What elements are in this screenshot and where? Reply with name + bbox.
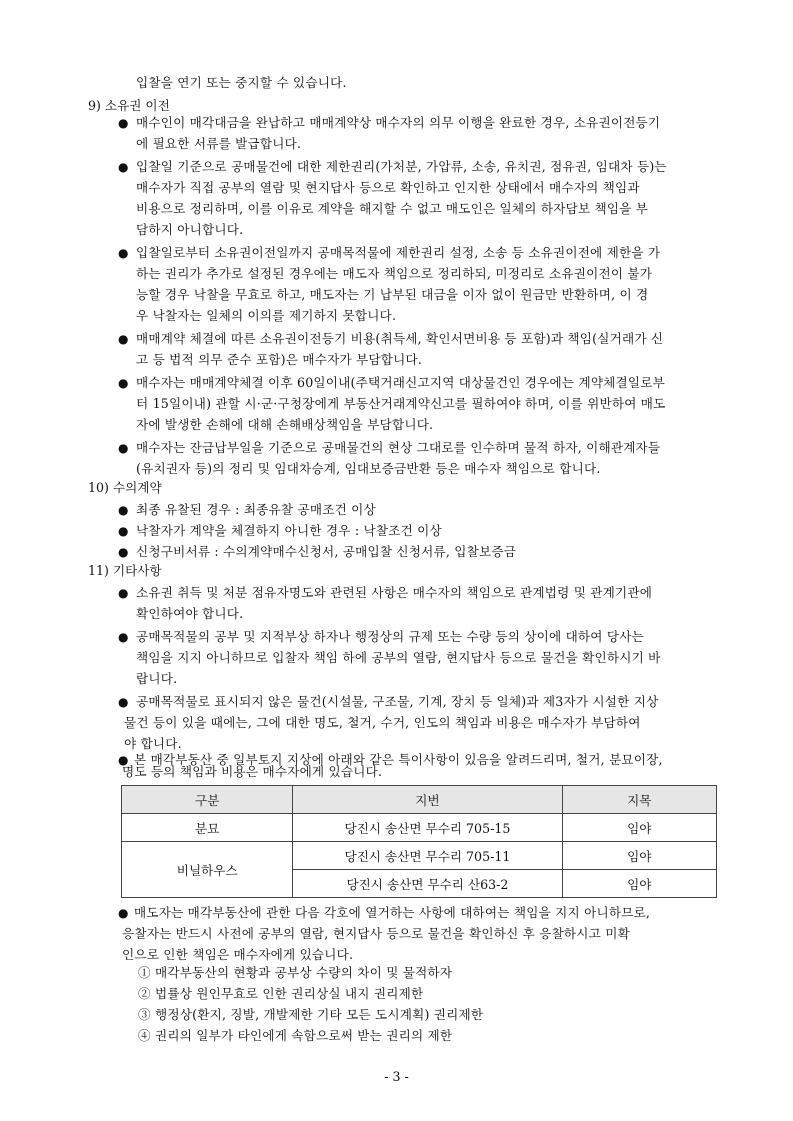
table-cell: 당진시 송산면 무수리 산63-2 [293, 870, 562, 898]
bullet-icon: ● [118, 332, 129, 346]
bullet-icon: ● [118, 545, 129, 559]
list-item: 최종 유찰된 경우 : 최종유찰 공매조건 이상 [136, 502, 376, 517]
paragraph-line: 소유권 취득 및 처분 점유자명도와 관련된 사항은 매수자의 책임으로 관계법령 및 관계기관에 [136, 585, 653, 600]
bullet-icon: ● [118, 376, 129, 390]
section-9-heading: 9) 소유권 이전 [88, 98, 170, 113]
numbered-item: ② 법률상 원인무효로 인한 권리상실 내지 권리제한 [138, 986, 424, 1001]
bullet-icon: ● [118, 441, 129, 455]
paragraph-line: 비용으로 정리하며, 이를 이유로 계약을 해지할 수 없고 매도인은 일체의 하자담보 책임을 부 [136, 201, 649, 216]
paragraph-line: 담하지 아니합니다. [136, 222, 244, 237]
bullet-icon: ● [118, 116, 129, 130]
table-header-cell: 지목 [562, 786, 716, 814]
paragraph-line: 응찰자는 반드시 사전에 공부의 열람, 현지답사 등으로 물건을 확인하신 후 응찰하시고 미확 [122, 926, 630, 941]
paragraph-line: 랍니다. [136, 671, 178, 686]
paragraph-line: 인으로 인한 책임은 매수자에게 있습니다. [122, 947, 354, 962]
page-number: - 3 - [384, 1069, 409, 1084]
list-item: 낙찰자가 계약을 체결하지 아니한 경우 : 낙찰조건 이상 [136, 523, 442, 538]
paragraph-line: 야 합니다. [124, 736, 182, 751]
paragraph-line: 능할 경우 낙찰을 무효로 하고, 매도자는 기 납부된 대금을 이자 없이 원금만 반환하며, 이 경 [136, 287, 649, 302]
paragraph-line: 본 매각부동산 중 일부토지 지상에 아래와 같은 특이사항이 있음을 알려드리며, 철거, 분묘이장, [134, 752, 663, 767]
bullet-icon: ● [118, 753, 129, 767]
paragraph-line: 매수자는 매매계약체결 이후 60일이내(주택거래신고지역 대상물건인 경우에는 계약체결일로부 [136, 375, 666, 390]
section-10-heading: 10) 수의계약 [88, 480, 162, 495]
paragraph-line: 에 필요한 서류를 발급합니다. [136, 136, 302, 151]
table-cell: 임야 [562, 814, 716, 842]
special-items-table [121, 785, 717, 898]
bullet-icon: ● [118, 630, 129, 644]
table-cell: 임야 [562, 870, 716, 898]
paragraph-line: 입찰일로부터 소유권이전일까지 공매목적물에 제한권리 설정, 소송 등 소유권이전에 제한을 가 [136, 245, 661, 260]
bullet-icon: ● [118, 695, 129, 709]
section-11-heading: 11) 기타사항 [88, 563, 162, 578]
paragraph-line: 자에 발생한 손해에 대해 손해배상책임을 부담합니다. [136, 417, 434, 432]
bullet-icon: ● [118, 906, 129, 920]
paragraph-line: 매매계약 체결에 따른 소유권이전등기 비용(취득세, 확인서면비용 등 포함)과 책임(실거래가 신 [136, 331, 664, 346]
table-cell: 당진시 송산면 무수리 705-11 [293, 842, 562, 870]
bullet-icon: ● [118, 160, 129, 174]
numbered-item: ③ 행정상(환지, 징발, 개발제한 기타 모든 도시계획) 권리제한 [138, 1007, 484, 1022]
paragraph-line: 공매목적물로 표시되지 않은 물건(시설물, 구조물, 기계, 장치 등 일체)과 제3자가 시설한 지상 [136, 694, 659, 709]
paragraph-line: 매수자는 잔금납부일을 기준으로 공매물건의 현상 그대로를 인수하며 물적 하자, 이해관계자들 [136, 440, 661, 455]
table-header-cell: 지번 [293, 786, 562, 814]
intro-line: 입찰을 연기 또는 중지할 수 있습니다. [136, 75, 347, 90]
bullet-icon: ● [118, 524, 129, 538]
list-item: 신청구비서류 : 수의계약매수신청서, 공매입찰 신청서류, 입찰보증금 [136, 544, 517, 559]
paragraph-line: 매수인이 매각대금을 완납하고 매매계약상 매수자의 의무 이행을 완료한 경우, 소유권이전등기 [136, 115, 661, 130]
paragraph-line: 공매목적물의 공부 및 지적부상 하자나 행정상의 규제 또는 수량 등의 상이에 대하여 당사는 [136, 629, 644, 644]
table-cell: 당진시 송산면 무수리 705-15 [293, 814, 562, 842]
paragraph-line: 명도 등의 책임과 비용은 매수자에게 있습니다. [122, 764, 383, 779]
table-header-cell: 구분 [122, 786, 293, 814]
paragraph-line: (유치권자 등)의 정리 및 임대차승계, 임대보증금반환 등은 매수자 책임으로 합니다. [136, 461, 601, 476]
paragraph-line: 터 15일이내) 관할 시·군·구청장에게 부동산거래계약신고를 필하여야 하며, 이를 위반하여 매도 [136, 396, 666, 411]
paragraph-line: 매수자가 직접 공부의 열람 및 현지답사 등으로 확인하고 인지한 상태에서 매수자의 책임과 [136, 180, 640, 195]
table-header-row [122, 786, 717, 814]
numbered-item: ④ 권리의 일부가 타인에게 속함으로써 받는 권리의 제한 [138, 1028, 453, 1043]
numbered-item: ① 매각부동산의 현황과 공부상 수량의 차이 및 물적하자 [138, 965, 453, 980]
paragraph-line: 물건 등이 있을 때에는, 그에 대한 명도, 철거, 수거, 인도의 책임과 비용은 매수자가 부담하여 [124, 715, 641, 730]
table-cell: 임야 [562, 842, 716, 870]
bullet-icon: ● [118, 246, 129, 260]
paragraph-line: 매도자는 매각부동산에 관한 다음 각호에 열거하는 사항에 대하여는 책임을 지지 아니하므로, [134, 905, 651, 920]
paragraph-line: 고 등 법적 의무 준수 포함)은 매수자가 부담합니다. [136, 352, 423, 367]
table-cell: 비닐하우스 [122, 842, 293, 898]
paragraph-line: 하는 권리가 추가로 설정된 경우에는 매도자 책임으로 정리하되, 미정리로 소유권이전이 불가 [136, 266, 653, 281]
paragraph-line: 입찰일 기준으로 공매물건에 대한 제한권리(가처분, 가압류, 소송, 유치권, 점유권, 임대차 등)는 [136, 159, 667, 174]
table-cell: 분묘 [122, 814, 293, 842]
paragraph-line: 책임을 지지 아니하므로 입찰자 책임 하에 공부의 열람, 현지답사 등으로 물건을 확인하시기 바 [136, 650, 661, 665]
table-row [122, 842, 717, 870]
bullet-icon: ● [118, 503, 129, 517]
paragraph-line: 우 낙찰자는 일체의 이의를 제기하지 못합니다. [136, 308, 397, 323]
table-row [122, 814, 717, 842]
paragraph-line: 확인하여야 합니다. [136, 606, 244, 621]
bullet-icon: ● [118, 586, 129, 600]
